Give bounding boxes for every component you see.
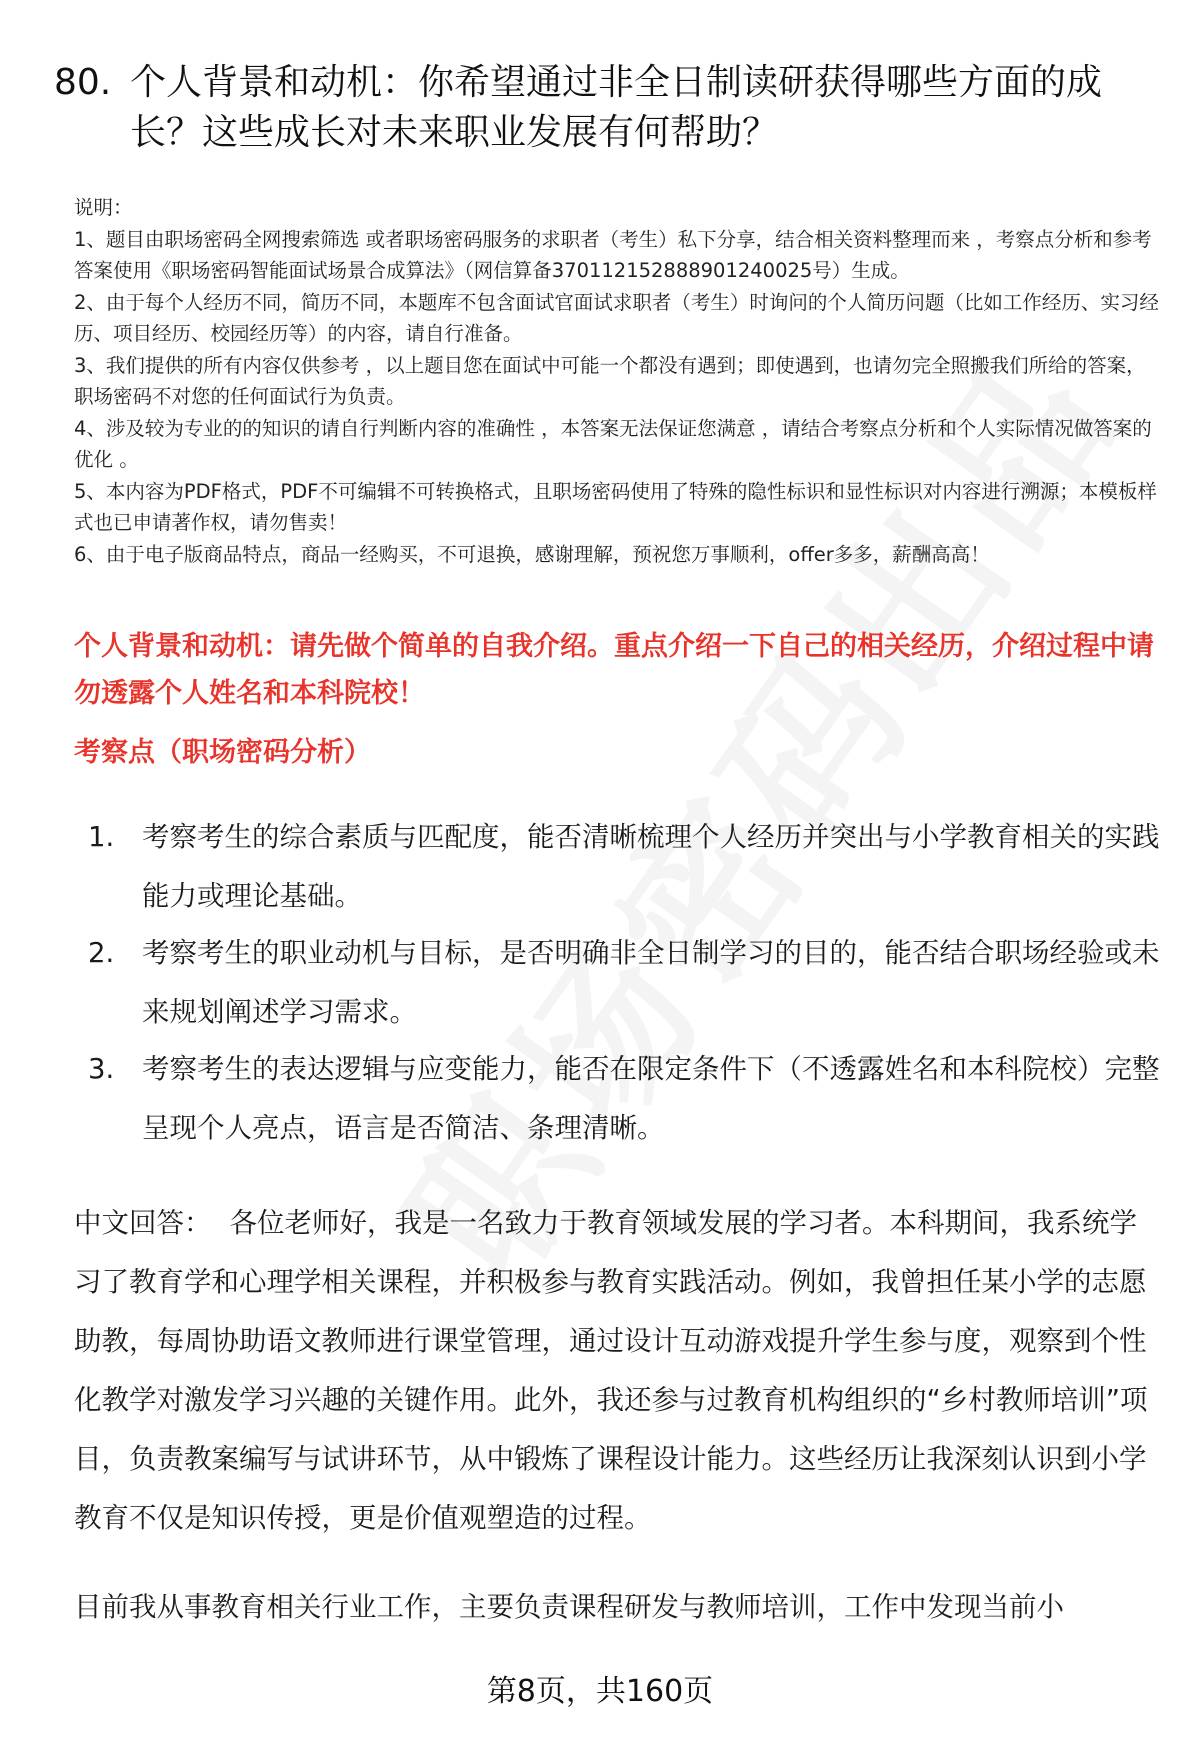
analysis-item [74, 924, 1164, 1042]
analysis-item-text: 考察考生的表达逻辑与应变能力，能否在限定条件下（不透露姓名和本科院校）完整呈现个人亮点，语言是否简洁、条理清晰。 [142, 1053, 1160, 1144]
notes-item: 2、由于每个人经历不同，简历不同，本题库不包含面试官面试求职者（考生）时询问的个人简历问题（比如工作经历、实习经历、项目经历、校园经历等）的内容，请自行准备。 [74, 290, 1159, 345]
notes-item: 4、涉及较为专业的的知识的请自行判断内容的准确性 ，本答案无法保证您满意 ，请结合考察点分析和个人实际情况做答案的优化 。 [74, 416, 1152, 471]
analysis-item [74, 1040, 1164, 1158]
page-footer: 第8页，共160页 [486, 1674, 714, 1709]
notes-item: 5、本内容为PDF格式，PDF不可编辑不可转换格式，且职场密码使用了特殊的隐性标识和显性标识对内容进行溯源；本模板样式也已申请著作权，请勿售卖！ [74, 479, 1157, 534]
answer-text: 各位老师好，我是一名致力于教育领域发展的学习者。本科期间，我系统学习了教育学和心理学相关课程，并积极参与教育实践活动。例如，我曾担任某小学的志愿助教，每周协助语文教师进行课堂管理，通过设计互动游戏提升学生参与度，观察到个性化教学对激发学习兴趣的关键作用。此外，我还参与过教育机构组织的“乡村教师培训”项目，负责教案编写与试讲环节，从中锻炼了课程设计能力。这些经历让我深刻认识到小学教育不仅是知识传授，更是价值观塑造的过程。 [74, 1207, 1148, 1534]
notes-item: 6、由于电子版商品特点，商品一经购买，不可退换，感谢理解，预祝您万事顺利，offer多多，薪酬高高！ [74, 542, 990, 566]
answer-text: 目前我从事教育相关行业工作，主要负责课程研发与教师培训，工作中发现当前小 [74, 1591, 1064, 1623]
analysis-item-number: 3. [88, 1053, 115, 1085]
analysis-list [74, 808, 1164, 1158]
notes-item: 3、我们提供的所有内容仅供参考 ，以上题目您在面试中可能一个都没有遇到；即使遇到，也请勿完全照搬我们所给的答案，职场密码不对您的任何面试行为负责。 [74, 353, 1146, 408]
notes-heading: 说明： [74, 196, 133, 219]
analysis-item [74, 808, 1164, 926]
disclaimer-notes [74, 192, 1160, 570]
analysis-heading: 考察点（职场密码分析） [74, 737, 371, 768]
analysis-item-number: 1. [88, 821, 115, 853]
answer-paragraph [74, 1578, 1162, 1637]
notes-item: 1、题目由职场密码全网搜索筛选 或者职场密码服务的求职者（考生）私下分享，结合相关资料整理而来 ，考察点分析和参考答案使用《职场密码智能面试场景合成算法》（网信算备370112152888901240025号）生成。 [74, 227, 1152, 282]
question-text: 个人背景和动机：你希望通过非全日制读研获得哪些方面的成长？这些成长对未来职业发展有何帮助？ [130, 62, 1103, 153]
analysis-item-text: 考察考生的综合素质与匹配度，能否清晰梳理个人经历并突出与小学教育相关的实践能力或理论基础。 [142, 821, 1160, 912]
answer-paragraph [74, 1194, 1162, 1548]
analysis-item-text: 考察考生的职业动机与目标，是否明确非全日制学习的目的，能否结合职场经验或未来规划阐述学习需求。 [142, 937, 1160, 1028]
answer-label: 中文回答： [74, 1207, 212, 1239]
intro-question: 个人背景和动机：请先做个简单的自我介绍。重点介绍一下自己的相关经历，介绍过程中请勿透露个人姓名和本科院校！ [74, 631, 1154, 709]
analysis-item-number: 2. [88, 937, 115, 969]
question-title [54, 58, 1144, 158]
question-number: 80. [54, 62, 112, 103]
